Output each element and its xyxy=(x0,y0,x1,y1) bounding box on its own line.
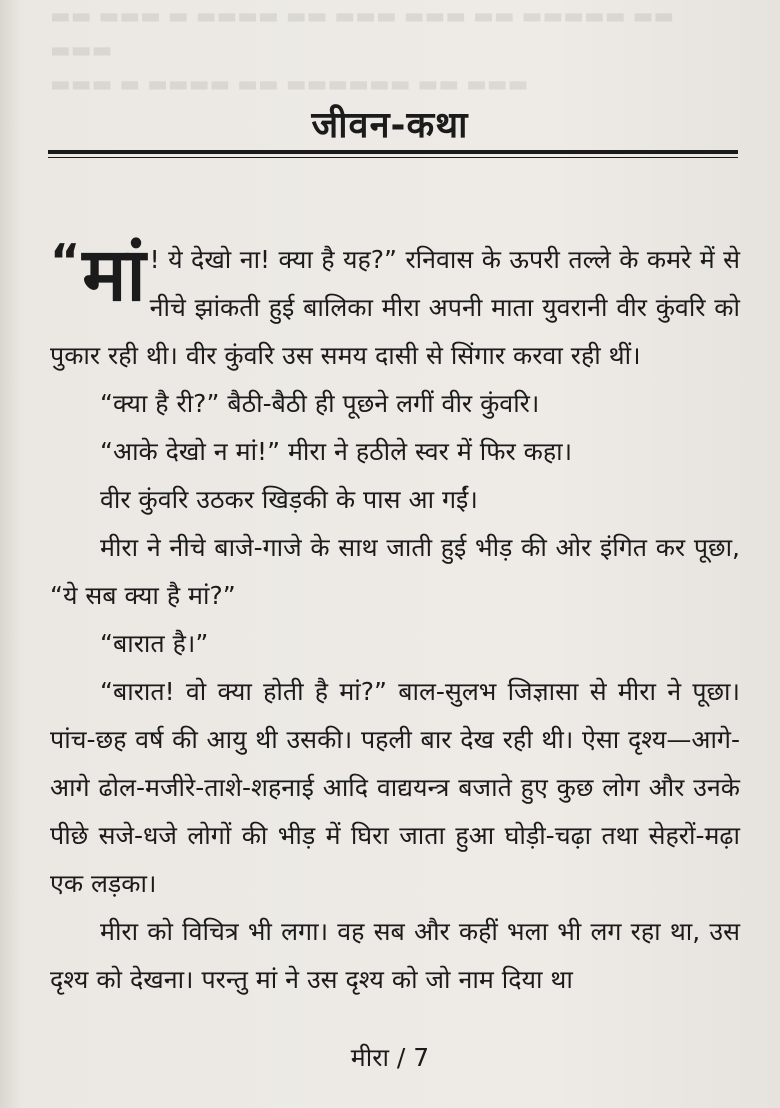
paragraph: “बारात है।” xyxy=(100,629,209,658)
drop-cap: मां xyxy=(82,232,146,318)
title-underline-thin xyxy=(48,157,738,158)
body-text xyxy=(50,232,740,1004)
page-footer xyxy=(0,1040,780,1074)
paragraph: “क्या है री?” बैठी-बैठी ही पूछने लगीं वीर कुंवरि। xyxy=(100,389,540,418)
title-underline xyxy=(48,150,738,154)
page-number: 7 xyxy=(413,1043,430,1072)
show-through-text: ▬▬ ▬▬▬ ▬ ▬▬▬▬ ▬▬ ▬▬▬ ▬▬▬ ▬▬ ▬▬▬▬▬ ▬▬ ▬▬▬ ▬▬▬ ▬ ▬▬▬▬ ▬▬ ▬▬▬▬▬▬ ▬▬ ▬▬▬ xyxy=(50,4,675,97)
drop-cap-block xyxy=(50,232,146,318)
opening-paragraph xyxy=(50,232,740,380)
paragraph: मीरा ने नीचे बाजे-गाजे के साथ जाती हुई भीड़ की ओर इंगित कर पूछा, “ये सब क्या है मां?” xyxy=(50,533,740,610)
paragraph: मीरा को विचित्र भी लगा। वह सब और कहीं भला भी लग रहा था, उस दृश्य को देखना। परन्तु मां ने उस दृश्य को जो नाम दिया था xyxy=(50,917,740,994)
opening-paragraph-text: ! ये देखो ना! क्या है यह?” रनिवास के ऊपरी तल्ले के कमरे में से नीचे झांकती हुई बालिका मीरा अपनी माता युवरानी वीर कुंवरि को पुकार रही थी। वीर कुंवरि उस समय दासी से सिंगार करवा रही थीं। xyxy=(50,245,740,370)
paragraph: “आके देखो न मां!” मीरा ने हठीले स्वर में फिर कहा। xyxy=(100,437,573,466)
chapter-title: जीवन-कथा xyxy=(311,105,469,147)
paragraph: वीर कुंवरि उठकर खिड़की के पास आ गईं। xyxy=(100,485,478,514)
opening-quote-mark: “ xyxy=(50,234,81,288)
footer-separator: / xyxy=(396,1043,406,1072)
book-title: मीरा xyxy=(350,1043,389,1072)
paragraph: “बारात! वो क्या होती है मां?” बाल-सुलभ जिज्ञासा से मीरा ने पूछा। पांच-छह वर्ष की आयु थी उसकी। पहली बार देख रही थी। ऐसा दृश्य—आगे-आगे ढोल-मजीरे-ताशे-शहनाई आदि वाद्ययन्त्र बजाते हुए कुछ लोग और उनके पीछे सजे-धजे लोगों की भीड़ में घिरा जाता हुआ घोड़ी-चढ़ा तथा सेहरों-मढ़ा एक लड़का। xyxy=(50,677,740,898)
